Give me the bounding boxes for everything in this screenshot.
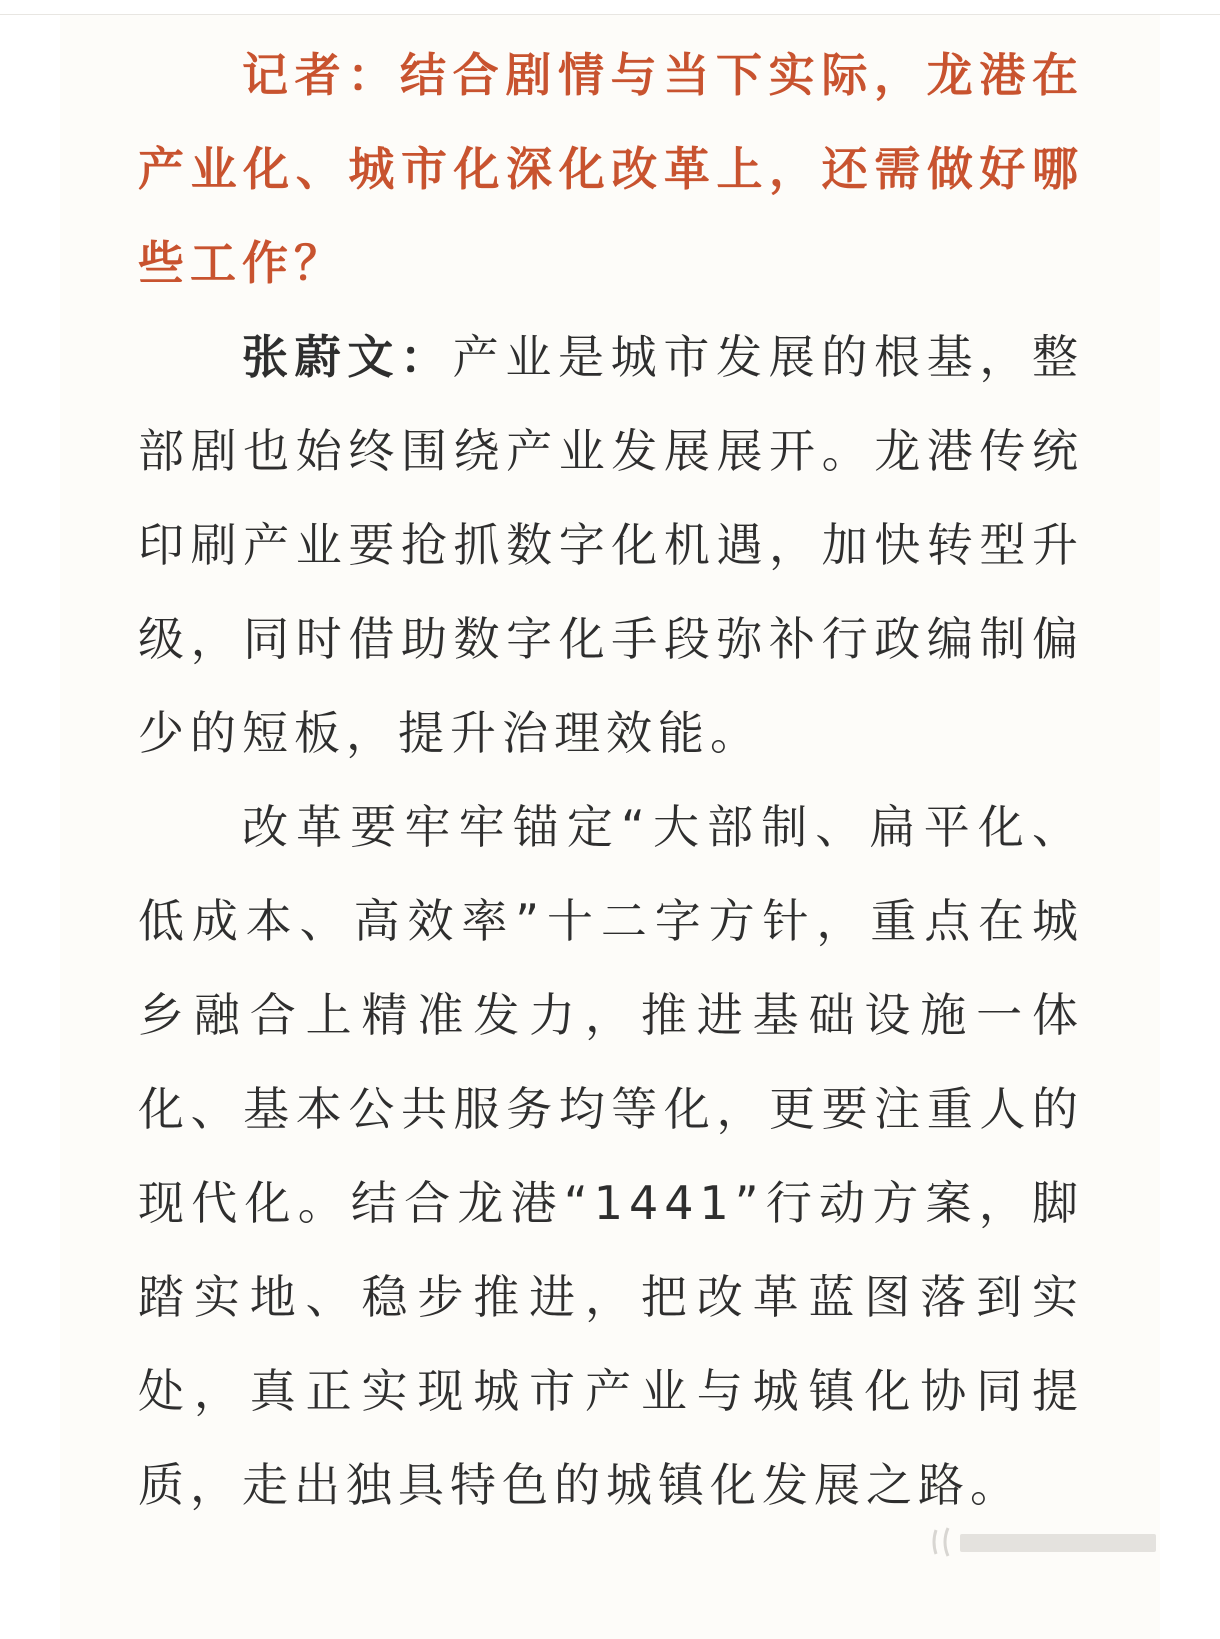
reporter-question: 记者：结合剧情与当下实际，龙港在产业化、城市化深化改革上，还需做好哪些工作？	[138, 48, 1084, 290]
answer-paragraph	[138, 310, 1084, 780]
answer-speaker: 张蔚文：	[242, 330, 453, 384]
watermark-icon	[930, 1524, 1160, 1560]
reform-paragraph: 改革要牢牢锚定“大部制、扁平化、低成本、高效率”十二字方针，重点在城乡融合上精准发力，推进基础设施一体化、基本公共服务均等化，更要注重人的现代化。结合龙港“1441”行动方案，脚踏实地、稳步推进，把改革蓝图落到实处，真正实现城市产业与城镇化协同提质，走出独具特色的城镇化发展之路。	[138, 800, 1084, 1512]
answer-text: 产业是城市发展的根基，整部剧也始终围绕产业发展展开。龙港传统印刷产业要抢抓数字化机遇，加快转型升级，同时借助数字化手段弥补行政编制偏少的短板，提升治理效能。	[138, 330, 1085, 760]
article-body	[138, 28, 1084, 1532]
